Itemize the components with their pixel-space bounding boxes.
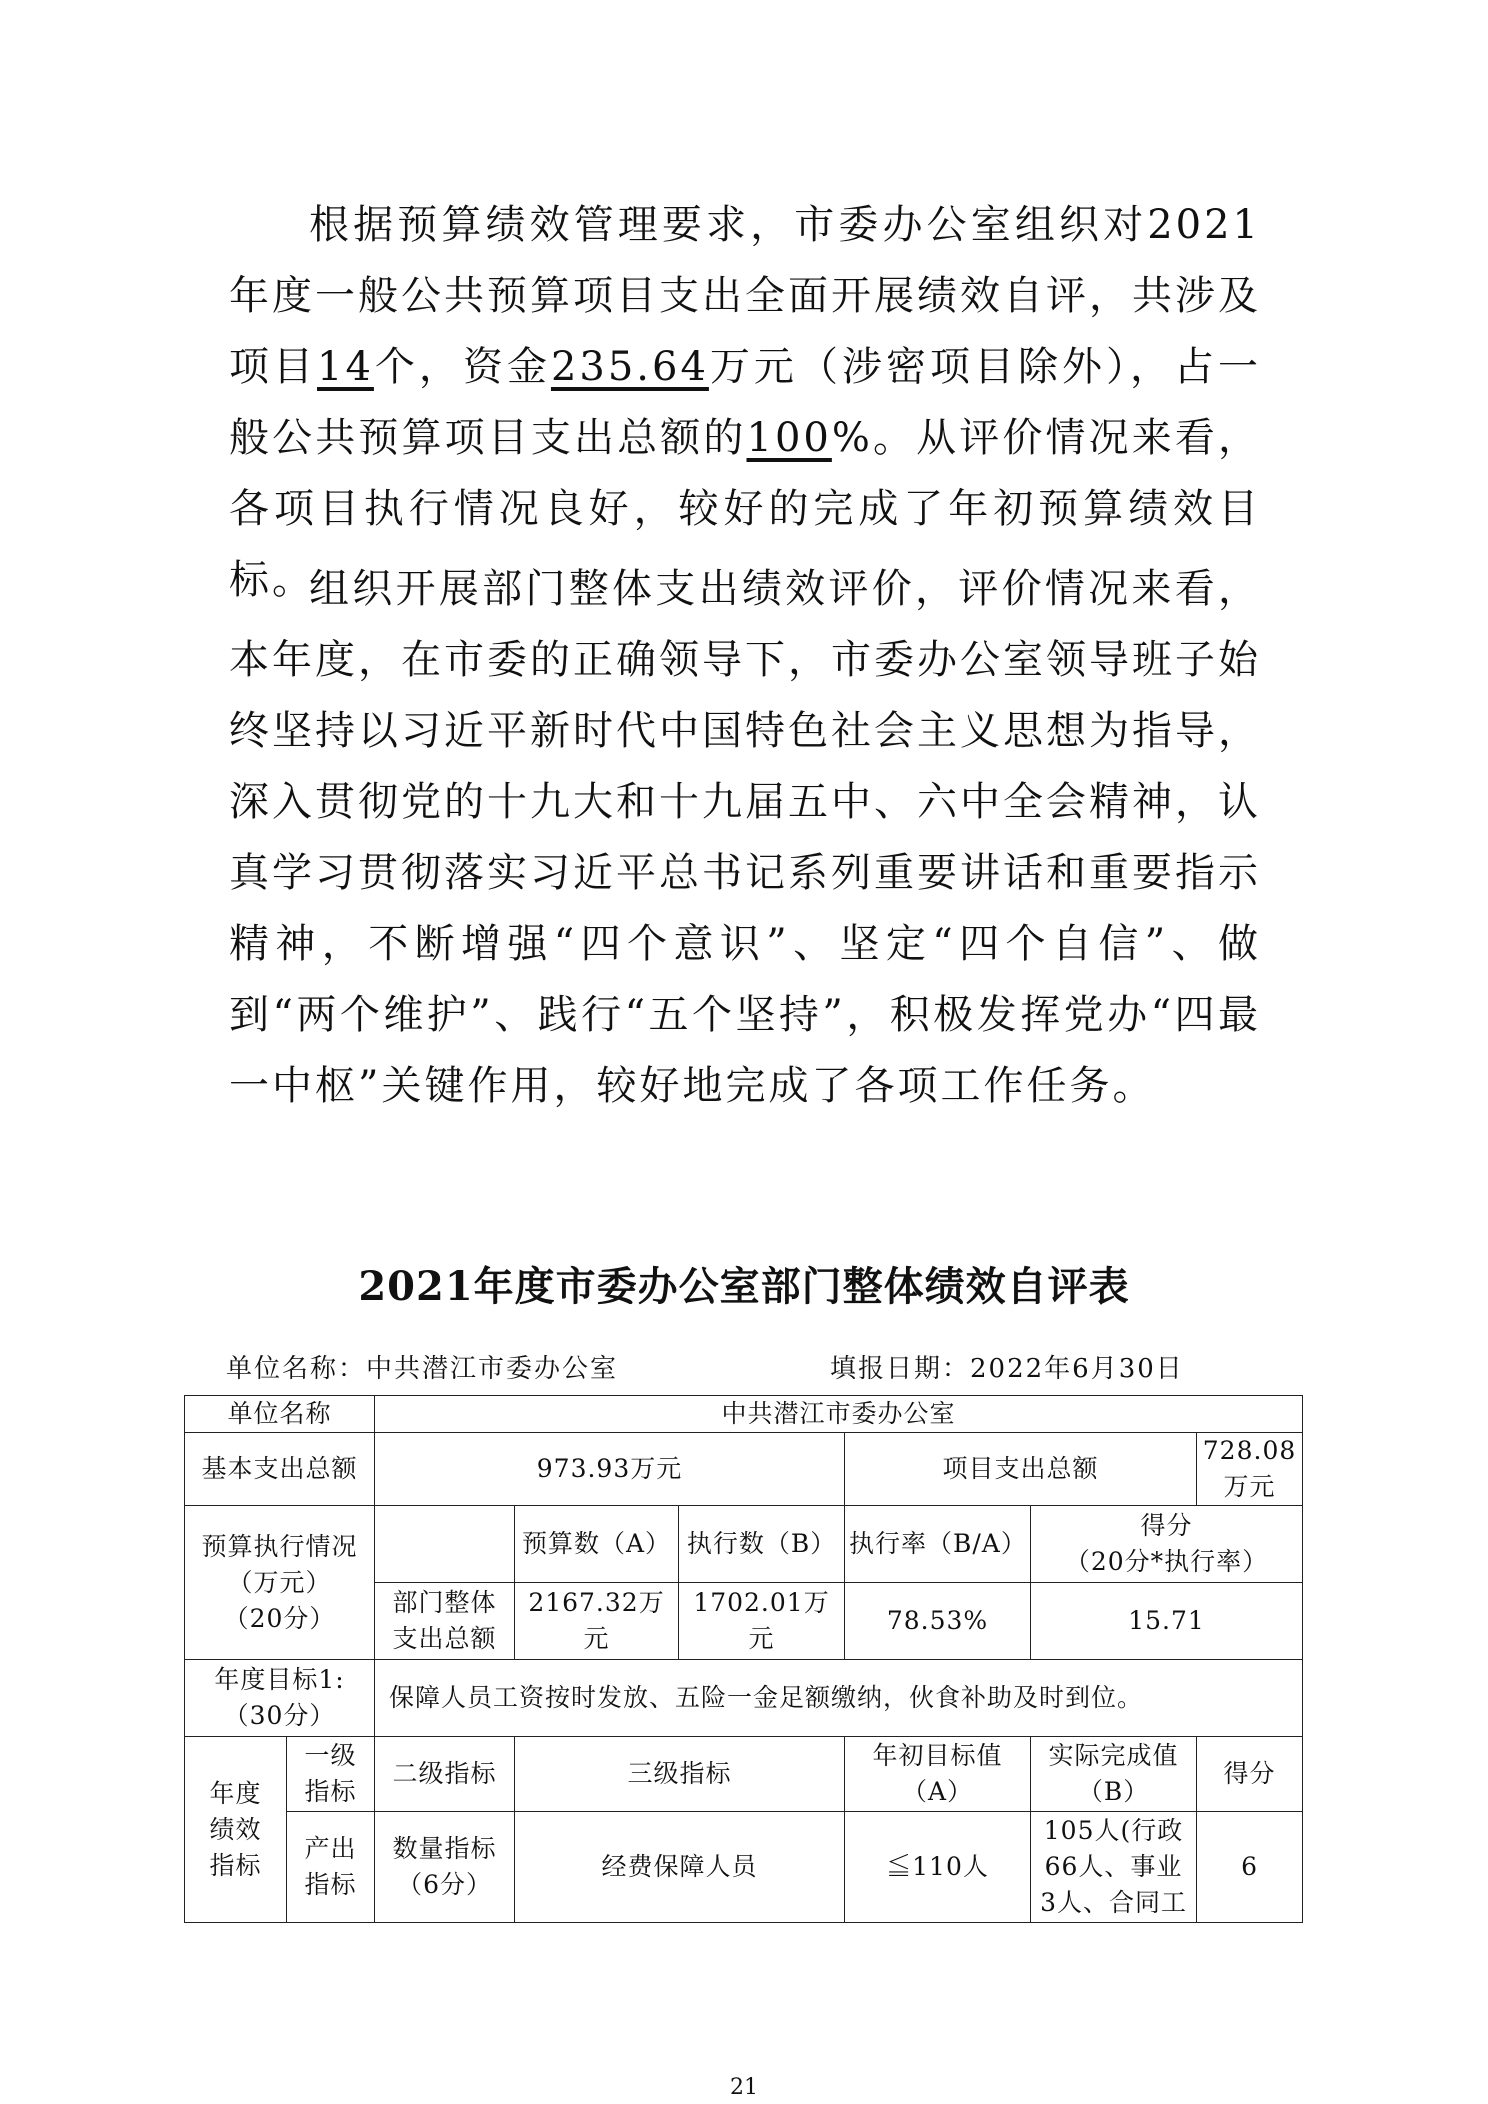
target-header-line: 年初目标值: [872, 1741, 1003, 1770]
table-row: [185, 1506, 1303, 1583]
actual-header: [1031, 1737, 1197, 1812]
table-row: [185, 1433, 1303, 1506]
quantity-indicator-line: 数量指标: [392, 1834, 497, 1863]
output-indicator: [287, 1812, 375, 1923]
actual-value-line: 66人、事业: [1044, 1852, 1183, 1881]
budget-exec-label: [185, 1506, 375, 1660]
paragraph-text: 根据预算绩效管理要求，市委办公室组织对2021年度一般公共预算项目支出全面开展绩效自评，共涉及项目: [229, 202, 1261, 390]
score-header: 得分: [1197, 1737, 1303, 1812]
col-rate-header: 执行率（B/A）: [845, 1506, 1031, 1583]
col-score-header-line: （20分*执行率）: [1064, 1547, 1269, 1576]
col-score-header-line: 得分: [1140, 1511, 1193, 1540]
actual-value: [1031, 1812, 1197, 1923]
row-score: 6: [1197, 1812, 1303, 1923]
level1-header-line: 一级: [304, 1741, 357, 1770]
rate-value: 78.53%: [845, 1583, 1031, 1660]
percent-value: 100: [746, 415, 832, 461]
target-value: ≦110人: [845, 1812, 1031, 1923]
paragraph-text: 万元（涉密项目除外），占一般公共预算项目支出总额的: [229, 344, 1262, 461]
quantity-indicator: [375, 1812, 515, 1923]
level1-header: [287, 1737, 375, 1812]
table-row: [185, 1812, 1303, 1923]
perf-indicator-label-line: 指标: [209, 1850, 262, 1880]
unit-name-value: 中共潜江市委办公室: [375, 1396, 1303, 1433]
dept-total-label: [375, 1583, 515, 1660]
exec-value-line: 1702.01万: [693, 1588, 830, 1617]
paragraph-text: %。从评价情况来看，各项目执行情况良好，较好的完成了年初预算绩效目标。: [229, 415, 1261, 603]
exec-value-line: 元: [748, 1624, 775, 1653]
exec-value: [679, 1583, 845, 1660]
paragraph-text: 个，资金: [373, 344, 551, 390]
basic-total-label: 基本支出总额: [185, 1433, 375, 1506]
basic-total-value: 973.93万元: [375, 1433, 845, 1506]
level3-value: 经费保障人员: [515, 1812, 845, 1923]
budget-value-line: 2167.32万: [528, 1588, 665, 1617]
dept-total-label-line: 支出总额: [392, 1624, 497, 1653]
col-score-header: [1031, 1506, 1303, 1583]
level3-header: 三级指标: [515, 1737, 845, 1812]
unit-name-line: 单位名称：中共潜江市委办公室: [226, 1354, 619, 1384]
perf-indicator-label-line: 年度: [209, 1778, 262, 1808]
table-title: 2021年度市委办公室部门整体绩效自评表: [358, 1263, 1130, 1310]
project-total-value: 728.08万元: [1197, 1433, 1303, 1506]
evaluation-table: [184, 1395, 1303, 1923]
target-header: [845, 1737, 1031, 1812]
col-budget-header: 预算数（A）: [515, 1506, 679, 1583]
goal1-label-line: 年度目标1:: [214, 1665, 345, 1694]
perf-indicator-label-line: 绩效: [209, 1814, 262, 1844]
output-indicator-line: 产出: [304, 1834, 357, 1863]
project-count: 14: [317, 344, 374, 390]
fund-amount: 235.64: [550, 344, 709, 390]
paragraph-overall-evaluation: 组织开展部门整体支出绩效评价，评价情况来看，本年度，在市委的正确领导下，市委办公室领导班子始终坚持以习近平新时代中国特色社会主义思想为指导，深入贯彻党的十九大和十九届五中、六中全会精神，认真学习贯彻落实习近平总书记系列重要讲话和重要指示精神，不断增强“四个意识”、坚定“四个自信”、做到“两个维护”、践行“五个坚持”，积极发挥党办“四最一中枢”关键作用，较好地完成了各项工作任务。: [229, 566, 1261, 1109]
budget-exec-label-line: （20分）: [223, 1603, 336, 1633]
budget-exec-label-line: （万元）: [227, 1567, 332, 1597]
level2-header: 二级指标: [375, 1737, 515, 1812]
actual-header-line: （B）: [1077, 1777, 1150, 1806]
table-row: [185, 1737, 1303, 1812]
score-value: 15.71: [1031, 1583, 1303, 1660]
budget-value: [515, 1583, 679, 1660]
actual-value-line: 105人(行政: [1043, 1816, 1184, 1845]
table-row: [185, 1660, 1303, 1737]
budget-exec-label-line: 预算执行情况: [201, 1531, 358, 1561]
actual-header-line: 实际完成值: [1048, 1741, 1179, 1770]
table-row: [185, 1396, 1303, 1433]
col-exec-header: 执行数（B）: [679, 1506, 845, 1583]
output-indicator-line: 指标: [304, 1870, 357, 1899]
quantity-indicator-line: （6分）: [397, 1870, 492, 1899]
perf-indicator-label: [185, 1737, 287, 1923]
report-date-line: 填报日期：2022年6月30日: [830, 1354, 1184, 1384]
target-header-line: （A）: [901, 1777, 974, 1806]
empty-cell: [375, 1506, 515, 1583]
actual-value-line: 3人、合同工: [1040, 1888, 1187, 1917]
unit-name-label: 单位名称: [185, 1396, 375, 1433]
level1-header-line: 指标: [304, 1777, 357, 1806]
goal1-label-line: （30分）: [223, 1701, 336, 1730]
goal1-text: 保障人员工资按时发放、五险一金足额缴纳，伙食补助及时到位。: [375, 1660, 1303, 1737]
page-number: 21: [730, 2075, 758, 2100]
goal1-label: [185, 1660, 375, 1737]
paragraph-budget-summary: [229, 190, 1261, 616]
budget-value-line: 元: [583, 1624, 610, 1653]
dept-total-label-line: 部门整体: [392, 1588, 497, 1617]
project-total-label: 项目支出总额: [845, 1433, 1197, 1506]
